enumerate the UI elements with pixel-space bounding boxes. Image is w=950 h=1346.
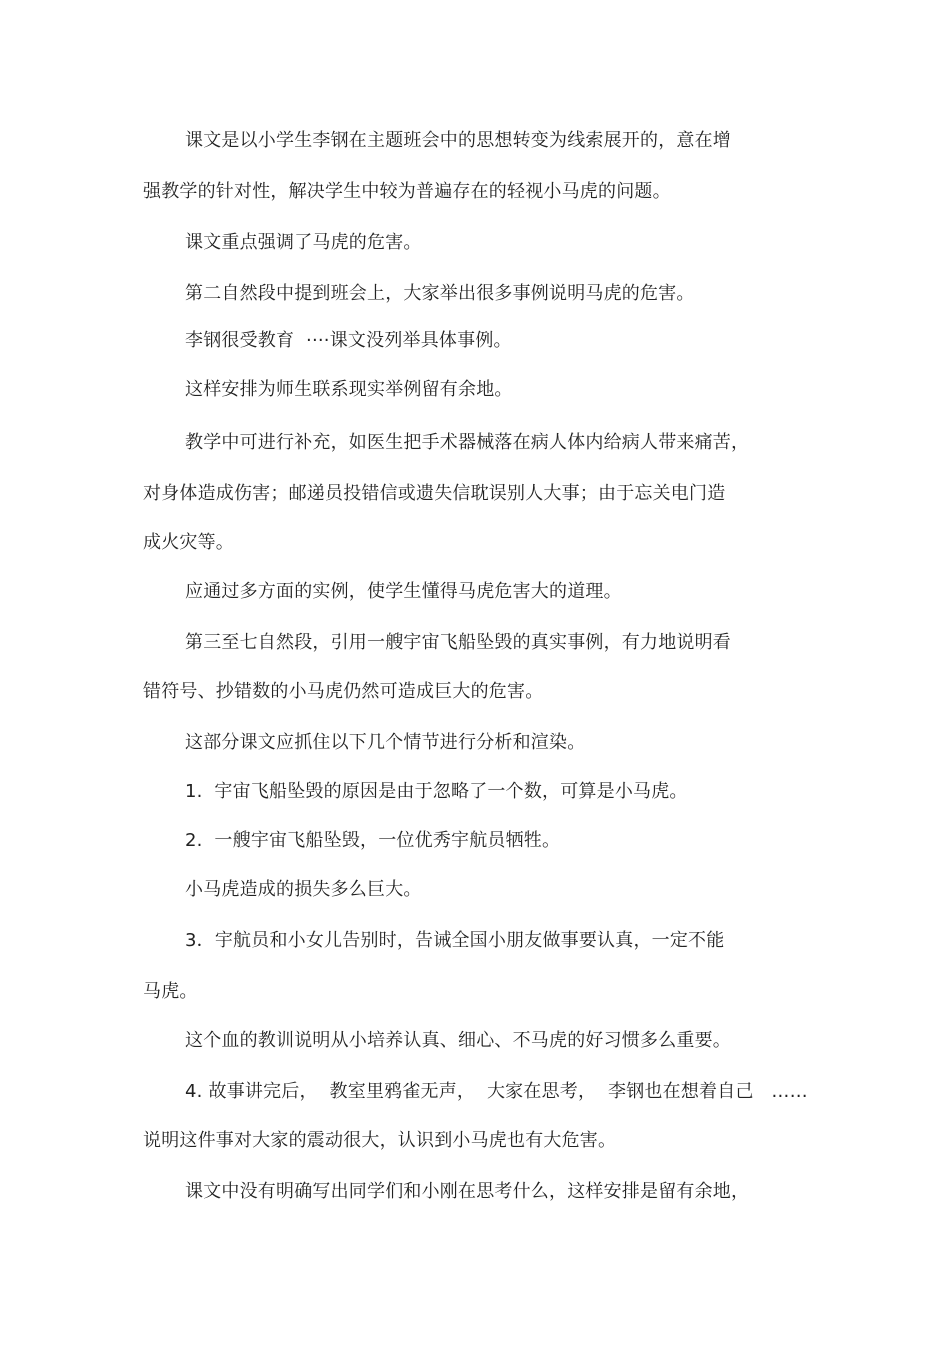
text-line: 李钢很受教育 ····课文没列举具体事例。	[185, 330, 512, 351]
text-line: 这部分课文应抓住以下几个情节进行分析和渲染。	[185, 732, 586, 753]
text-line: 课文重点强调了马虎的危害。	[185, 232, 422, 253]
text-line: 这样安排为师生联系现实举例留有余地。	[185, 379, 513, 400]
text-line: 教学中可进行补充，如医生把手术器械落在病人体内给病人带来痛苦，	[185, 432, 750, 453]
text-line: 马虎。	[143, 981, 198, 1002]
text-line: 第二自然段中提到班会上，大家举出很多事例说明马虎的危害。	[185, 283, 695, 304]
list-item: 2. 一艘宇宙飞船坠毁，一位优秀宇航员牺牲。	[185, 830, 561, 851]
text-line: 强教学的针对性，解决学生中较为普遍存在的轻视小马虎的问题。	[143, 181, 671, 202]
list-item: 3．宇航员和小女儿告别时，告诫全国小朋友做事要认真，一定不能	[185, 930, 725, 951]
text-line: 错符号、抄错数的小马虎仍然可造成巨大的危害。	[143, 681, 544, 702]
text-line: 第三至七自然段，引用一艘宇宙飞船坠毁的真实事例，有力地说明看	[185, 632, 731, 653]
text-line: 说明这件事对大家的震动很大，认识到小马虎也有大危害。	[143, 1130, 617, 1151]
text-line: 课文是以小学生李钢在主题班会中的思想转变为线索展开的，意在增	[185, 130, 731, 151]
text-line: 课文中没有明确写出同学们和小刚在思考什么，这样安排是留有余地，	[185, 1181, 750, 1202]
list-item: 4. 故事讲完后， 教室里鸦雀无声， 大家在思考， 李钢也在想着自己 ……	[185, 1081, 808, 1102]
text-line: 应通过多方面的实例，使学生懂得马虎危害大的道理。	[185, 581, 622, 602]
text-line: 对身体造成伤害；邮递员投错信或遗失信耽误别人大事；由于忘关电门造	[143, 483, 726, 504]
text-line: 小马虎造成的损失多么巨大。	[185, 879, 422, 900]
text-line: 这个血的教训说明从小培养认真、细心、不马虎的好习惯多么重要。	[185, 1030, 731, 1051]
list-item: 1. 宇宙飞船坠毁的原因是由于忽略了一个数，可算是小马虎。	[185, 781, 688, 802]
text-line: 成火灾等。	[143, 532, 234, 553]
